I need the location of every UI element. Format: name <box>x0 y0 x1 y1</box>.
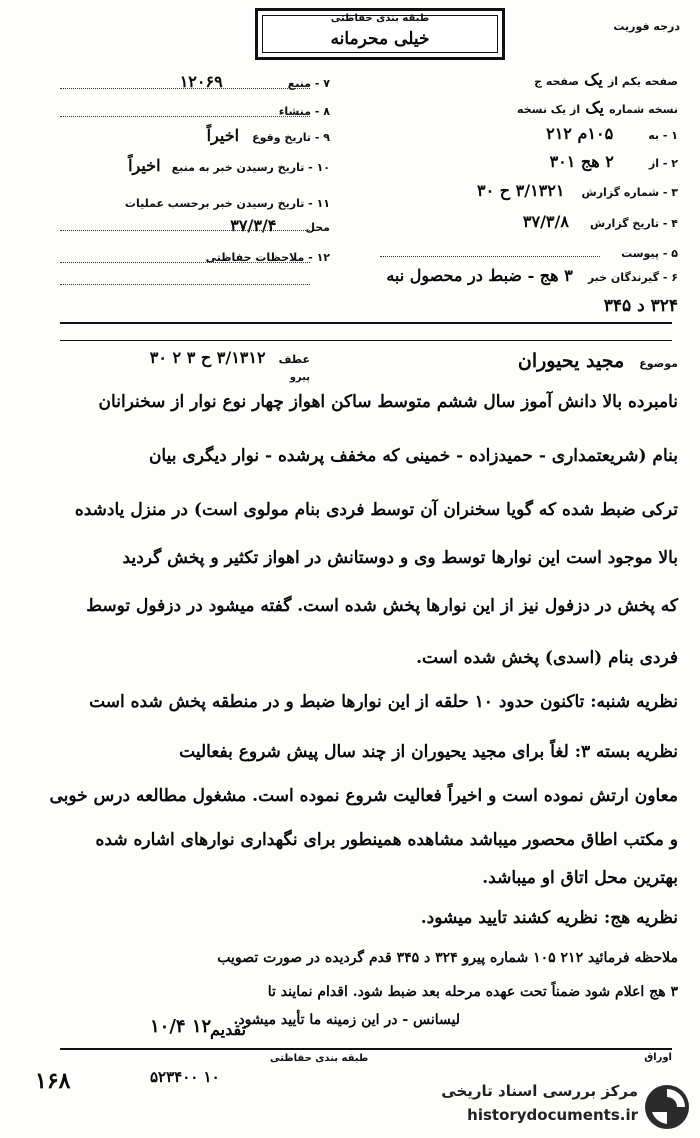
notes-label: ۱۲ - ملاحظات حفاظتی <box>205 251 330 264</box>
archive-watermark <box>416 1076 700 1138</box>
report-date-label: ۴ - تاریخ گزارش <box>590 217 678 230</box>
page-suffix: صفحه ج <box>534 75 579 88</box>
archive-name: مرکز بررسی اسناد تاریخی <box>441 1082 638 1100</box>
field-attachment <box>621 242 678 261</box>
copy-suffix: از یک نسخه <box>517 103 581 116</box>
body-line: نظریه بسته ۳: لغاً برای مجید یحیوران از چند سال پیش شروع بفعالیت <box>179 742 678 762</box>
attachment-label: ۵ - پیوست <box>621 247 678 260</box>
receivers-value: ۳ هج - ضبط در محصول نبه <box>386 266 573 285</box>
body-line: فردی بنام (اسدی) پخش شده است. <box>416 648 678 668</box>
body-line: نظریه شنبه: تاکنون حدود ۱۰ حلقه از این نوارها ضبط و در منطقه پخش شده است <box>89 692 678 712</box>
report-date-value: ۳۷/۳/۸ <box>522 212 569 231</box>
field-arrival-source <box>128 156 330 175</box>
footer-code: ۵۲۳۴۰۰ ۱۰ <box>150 1068 220 1086</box>
field-copy <box>517 98 678 117</box>
subject-label: موضوع <box>639 357 678 370</box>
body-line: که پخش در دزفول نیز از این نوارها پخش شده است. گفته میشود در دزفول توسط <box>86 596 678 616</box>
place-label: محل <box>305 221 330 234</box>
field-page <box>534 70 678 89</box>
subject-row <box>518 350 678 372</box>
event-date-value: اخیراً <box>206 126 240 145</box>
field-arrival-ops <box>125 192 330 211</box>
stamp-label: طبقه بندی حفاظتی <box>330 13 430 24</box>
page-label: صفحه یکم از <box>607 75 678 88</box>
body-line: بنام (شریعتمداری - حمیدزاده - خمینی که مخفف پرشده - نوار دیگری بیان <box>148 446 678 466</box>
field-place <box>230 216 330 235</box>
origin-label: ۸ - منشاء <box>278 105 330 118</box>
signature: ۱۰/۴ ۱۲ <box>150 1016 212 1037</box>
reference-value: ۳/۱۳۱۲ ح ۳ ۲ ۳۰ <box>149 348 266 367</box>
arrival-ops-label: ۱۱ - تاریخ رسیدن خبر برحسب عملیات <box>124 197 330 210</box>
archive-seal-icon <box>642 1082 692 1132</box>
to-value: ۱۰۵م ۲۱۲ <box>546 124 614 143</box>
source-value: ۱۲۰۶۹ <box>179 72 223 91</box>
receivers-label: ۶ - گیرندگان خبر <box>587 271 678 284</box>
initial: تقدیم <box>210 1020 247 1039</box>
footer-classification-label: طبقه بندی حفاظتی <box>270 1053 369 1064</box>
stamp-classification: خیلی محرمانه <box>330 29 430 49</box>
field-from <box>550 152 678 171</box>
from-value: ۲ هج ۳۰۱ <box>549 152 614 171</box>
body-line: بهترین محل اتاق او میباشد. <box>482 868 678 888</box>
arrival-source-value: اخیراً <box>128 156 161 175</box>
instruction-line: ۳ هج اعلام شود ضمناً تحت عهده مرحله بعد ضبط شود. اقدام نمایند تا <box>267 984 678 1000</box>
body-line: و مکتب اطاق محصور میباشد مشاهده همینطور برای نگهداری نوارهای اشاره شده <box>95 830 678 850</box>
footer-side-note: اوراق <box>644 1052 672 1063</box>
copy-value: یک <box>585 98 604 117</box>
body-line: نامبرده بالا دانش آموز سال ششم متوسط ساکن اهواز چهار نوع نوار از سخنرانان <box>98 392 678 412</box>
report-no-label: ۳ - شماره گزارش <box>581 186 678 199</box>
place-value: ۳۷/۳/۴ <box>230 216 277 235</box>
reference-prefix: پیرو <box>289 372 310 383</box>
reference-label: عطف <box>278 353 310 366</box>
body-line: بالا موجود است این نوارها توسط وی و دوستانش در اهواز تکثیر و پخش گردید <box>122 548 678 568</box>
event-date-label: ۹ - تاریخ وقوع <box>252 131 330 144</box>
body-line: نظریه هج: نظریه کشند تایید میشود. <box>420 908 678 928</box>
urgency-label: درجه فوریت <box>613 20 680 33</box>
subject-value: مجید یحیوران <box>517 350 625 372</box>
from-label: ۲ - از <box>648 157 678 170</box>
archive-url: historydocuments.ir <box>467 1106 638 1124</box>
field-event-date <box>207 126 330 145</box>
page-mark: ۱۶۸ <box>35 1068 71 1094</box>
field-report-date <box>523 212 678 231</box>
copy-label: نسخه شماره <box>609 103 678 116</box>
source-label: ۷ - منبع <box>287 77 330 90</box>
field-report-no <box>477 181 678 200</box>
field-receivers <box>386 266 678 285</box>
receivers-value-2: ۳۲۴ د ۳۴۵ <box>603 296 678 316</box>
page-value: یک <box>584 70 603 89</box>
report-no-value: ۳/۱۳۲۱ ح ۳۰ <box>476 181 565 200</box>
body-line: ترکی ضبط شده که گویا سخنران آن توسط فردی بنام مولوی است) در منزل یادشده <box>74 500 678 520</box>
body-line: معاون ارتش نموده است و اخیراً فعالیت شروع نموده است. مشغول مطالعه درس خوبی <box>49 786 678 806</box>
arrival-source-label: ۱۰ - تاریخ رسیدن خبر به منبع <box>171 161 330 174</box>
field-to <box>546 124 678 143</box>
instruction-line: ملاحظه فرمائید ۲۱۲ ۱۰۵ شماره پیرو ۳۲۴ د ۳۴۵ قدم گردیده در صورت تصویب <box>217 950 678 966</box>
classification-stamp <box>255 8 505 60</box>
instruction-line: لیسانس - در این زمینه ما تأیید میشود. <box>233 1012 460 1028</box>
to-label: ۱ - به <box>648 129 678 142</box>
reference-row <box>150 348 310 367</box>
